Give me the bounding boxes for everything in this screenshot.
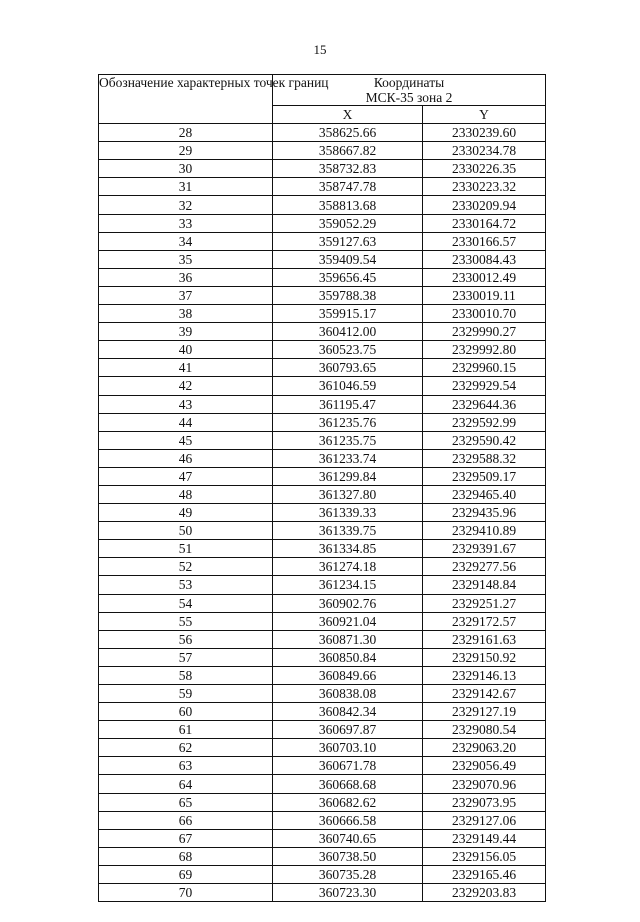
y-coordinate-cell: 2329146.13: [423, 666, 546, 684]
point-cell: 66: [99, 811, 273, 829]
table-row: [99, 703, 546, 721]
table-row: [99, 178, 546, 196]
point-cell: 35: [99, 250, 273, 268]
table-row: [99, 576, 546, 594]
y-coordinate-cell: 2329251.27: [423, 594, 546, 612]
y-coordinate-cell: 2329150.92: [423, 648, 546, 666]
point-cell: 61: [99, 721, 273, 739]
x-coordinate-cell: 361235.75: [273, 431, 423, 449]
point-cell: 55: [99, 612, 273, 630]
point-cell: 50: [99, 522, 273, 540]
x-coordinate-cell: 359052.29: [273, 214, 423, 232]
point-cell: 68: [99, 847, 273, 865]
point-cell: 65: [99, 793, 273, 811]
point-cell: 56: [99, 630, 273, 648]
x-coordinate-cell: 361046.59: [273, 377, 423, 395]
y-coordinate-cell: 2330019.11: [423, 286, 546, 304]
point-cell: 48: [99, 485, 273, 503]
table-row: [99, 232, 546, 250]
x-coordinate-cell: 360921.04: [273, 612, 423, 630]
table-body: [99, 124, 546, 902]
point-cell: 30: [99, 160, 273, 178]
table-row: [99, 865, 546, 883]
x-coordinate-cell: 361327.80: [273, 485, 423, 503]
table-row: [99, 160, 546, 178]
y-coordinate-cell: 2329056.49: [423, 757, 546, 775]
table-row: [99, 377, 546, 395]
table-row: [99, 305, 546, 323]
point-cell: 58: [99, 666, 273, 684]
x-coordinate-cell: 358667.82: [273, 142, 423, 160]
x-coordinate-cell: 360838.08: [273, 685, 423, 703]
y-coordinate-cell: 2329391.67: [423, 540, 546, 558]
table-row: [99, 449, 546, 467]
x-coordinate-cell: 358747.78: [273, 178, 423, 196]
y-coordinate-cell: 2330234.78: [423, 142, 546, 160]
table-row: [99, 685, 546, 703]
y-coordinate-cell: 2329203.83: [423, 884, 546, 902]
y-coordinate-cell: 2329161.63: [423, 630, 546, 648]
point-cell: 37: [99, 286, 273, 304]
point-cell: 63: [99, 757, 273, 775]
point-cell: 41: [99, 359, 273, 377]
point-cell: 53: [99, 576, 273, 594]
x-coordinate-cell: 360671.78: [273, 757, 423, 775]
y-coordinate-cell: 2330239.60: [423, 124, 546, 142]
y-coordinate-cell: 2330010.70: [423, 305, 546, 323]
point-cell: 34: [99, 232, 273, 250]
table-row: [99, 757, 546, 775]
point-cell: 52: [99, 558, 273, 576]
x-coordinate-cell: 361195.47: [273, 395, 423, 413]
x-coordinate-cell: 360849.66: [273, 666, 423, 684]
x-coordinate-cell: 361334.85: [273, 540, 423, 558]
x-coordinate-cell: 361339.75: [273, 522, 423, 540]
table-row: [99, 214, 546, 232]
table-row: [99, 268, 546, 286]
y-coordinate-cell: 2329277.56: [423, 558, 546, 576]
point-cell: 69: [99, 865, 273, 883]
y-coordinate-cell: 2330223.32: [423, 178, 546, 196]
y-coordinate-cell: 2330226.35: [423, 160, 546, 178]
point-cell: 46: [99, 449, 273, 467]
x-coordinate-cell: 361235.76: [273, 413, 423, 431]
table-row: [99, 829, 546, 847]
x-coordinate-cell: 359127.63: [273, 232, 423, 250]
y-coordinate-cell: 2329590.42: [423, 431, 546, 449]
point-cell: 60: [99, 703, 273, 721]
y-coordinate-cell: 2329929.54: [423, 377, 546, 395]
y-coordinate-cell: 2329410.89: [423, 522, 546, 540]
table-row: [99, 395, 546, 413]
table-row: [99, 884, 546, 902]
x-coordinate-cell: 359656.45: [273, 268, 423, 286]
header-row-top: [99, 75, 546, 106]
point-cell: 59: [99, 685, 273, 703]
coordinates-header-line2: МСК-35 зона 2: [365, 90, 453, 105]
point-cell: 29: [99, 142, 273, 160]
y-coordinate-cell: 2329592.99: [423, 413, 546, 431]
point-cell: 40: [99, 341, 273, 359]
point-cell: 45: [99, 431, 273, 449]
y-coordinate-cell: 2329644.36: [423, 395, 546, 413]
x-coordinate-cell: 360793.65: [273, 359, 423, 377]
x-coordinate-cell: 359915.17: [273, 305, 423, 323]
table-row: [99, 648, 546, 666]
point-cell: 67: [99, 829, 273, 847]
table-row: [99, 196, 546, 214]
point-cell: 49: [99, 504, 273, 522]
y-coordinate-cell: 2329435.96: [423, 504, 546, 522]
x-coordinate-cell: 360703.10: [273, 739, 423, 757]
y-coordinate-cell: 2329127.19: [423, 703, 546, 721]
y-coordinate-cell: 2329172.57: [423, 612, 546, 630]
point-cell: 28: [99, 124, 273, 142]
x-coordinate-cell: 360682.62: [273, 793, 423, 811]
y-coordinate-cell: 2330209.94: [423, 196, 546, 214]
table-row: [99, 431, 546, 449]
y-column-header: Y: [423, 106, 546, 124]
table-row: [99, 142, 546, 160]
x-coordinate-cell: 360668.68: [273, 775, 423, 793]
point-cell: 44: [99, 413, 273, 431]
x-coordinate-cell: 358732.83: [273, 160, 423, 178]
table-row: [99, 250, 546, 268]
point-cell: 47: [99, 467, 273, 485]
table-row: [99, 775, 546, 793]
table-row: [99, 558, 546, 576]
y-coordinate-cell: 2329063.20: [423, 739, 546, 757]
y-coordinate-cell: 2329588.32: [423, 449, 546, 467]
y-coordinate-cell: 2329992.80: [423, 341, 546, 359]
point-cell: 54: [99, 594, 273, 612]
table-row: [99, 811, 546, 829]
table-row: [99, 286, 546, 304]
x-coordinate-cell: 360697.87: [273, 721, 423, 739]
x-column-header: X: [273, 106, 423, 124]
table-row: [99, 341, 546, 359]
y-coordinate-cell: 2329149.44: [423, 829, 546, 847]
table-row: [99, 612, 546, 630]
point-column-header: Обозначение характерных точек границ: [99, 75, 273, 124]
y-coordinate-cell: 2329142.67: [423, 685, 546, 703]
x-coordinate-cell: 360666.58: [273, 811, 423, 829]
y-coordinate-cell: 2329080.54: [423, 721, 546, 739]
point-cell: 51: [99, 540, 273, 558]
x-coordinate-cell: 359409.54: [273, 250, 423, 268]
table-row: [99, 485, 546, 503]
table-row: [99, 847, 546, 865]
x-coordinate-cell: 358813.68: [273, 196, 423, 214]
x-coordinate-cell: 360842.34: [273, 703, 423, 721]
table-row: [99, 793, 546, 811]
x-coordinate-cell: 360738.50: [273, 847, 423, 865]
table-row: [99, 540, 546, 558]
table-row: [99, 504, 546, 522]
point-cell: 38: [99, 305, 273, 323]
point-cell: 57: [99, 648, 273, 666]
x-coordinate-cell: 360871.30: [273, 630, 423, 648]
x-coordinate-cell: 360740.65: [273, 829, 423, 847]
table-row: [99, 124, 546, 142]
y-coordinate-cell: 2330012.49: [423, 268, 546, 286]
point-cell: 64: [99, 775, 273, 793]
y-coordinate-cell: 2329127.06: [423, 811, 546, 829]
point-cell: 70: [99, 884, 273, 902]
table-row: [99, 522, 546, 540]
x-coordinate-cell: 361234.15: [273, 576, 423, 594]
x-coordinate-cell: 360902.76: [273, 594, 423, 612]
x-coordinate-cell: 361233.74: [273, 449, 423, 467]
table-row: [99, 630, 546, 648]
x-coordinate-cell: 360723.30: [273, 884, 423, 902]
point-cell: 36: [99, 268, 273, 286]
y-coordinate-cell: 2329070.96: [423, 775, 546, 793]
y-coordinate-cell: 2329156.05: [423, 847, 546, 865]
x-coordinate-cell: 361274.18: [273, 558, 423, 576]
y-coordinate-cell: 2330084.43: [423, 250, 546, 268]
x-coordinate-cell: 360850.84: [273, 648, 423, 666]
point-cell: 39: [99, 323, 273, 341]
coordinates-table: [98, 74, 546, 902]
y-coordinate-cell: 2329073.95: [423, 793, 546, 811]
table-row: [99, 594, 546, 612]
y-coordinate-cell: 2329960.15: [423, 359, 546, 377]
point-cell: 32: [99, 196, 273, 214]
point-cell: 42: [99, 377, 273, 395]
point-cell: 33: [99, 214, 273, 232]
table-row: [99, 739, 546, 757]
x-coordinate-cell: 360735.28: [273, 865, 423, 883]
coordinates-header-line1: Координаты: [373, 75, 445, 90]
table-row: [99, 413, 546, 431]
point-cell: 62: [99, 739, 273, 757]
page-number: 15: [313, 42, 327, 57]
point-cell: 43: [99, 395, 273, 413]
x-coordinate-cell: 360412.00: [273, 323, 423, 341]
x-coordinate-cell: 361339.33: [273, 504, 423, 522]
y-coordinate-cell: 2330166.57: [423, 232, 546, 250]
x-coordinate-cell: 361299.84: [273, 467, 423, 485]
table-row: [99, 721, 546, 739]
y-coordinate-cell: 2329465.40: [423, 485, 546, 503]
y-coordinate-cell: 2329148.84: [423, 576, 546, 594]
y-coordinate-cell: 2329509.17: [423, 467, 546, 485]
y-coordinate-cell: 2329165.46: [423, 865, 546, 883]
point-cell: 31: [99, 178, 273, 196]
table-row: [99, 359, 546, 377]
x-coordinate-cell: 358625.66: [273, 124, 423, 142]
x-coordinate-cell: 360523.75: [273, 341, 423, 359]
y-coordinate-cell: 2329990.27: [423, 323, 546, 341]
x-coordinate-cell: 359788.38: [273, 286, 423, 304]
table-row: [99, 467, 546, 485]
table-row: [99, 666, 546, 684]
y-coordinate-cell: 2330164.72: [423, 214, 546, 232]
table-row: [99, 323, 546, 341]
table-header: [99, 75, 546, 124]
